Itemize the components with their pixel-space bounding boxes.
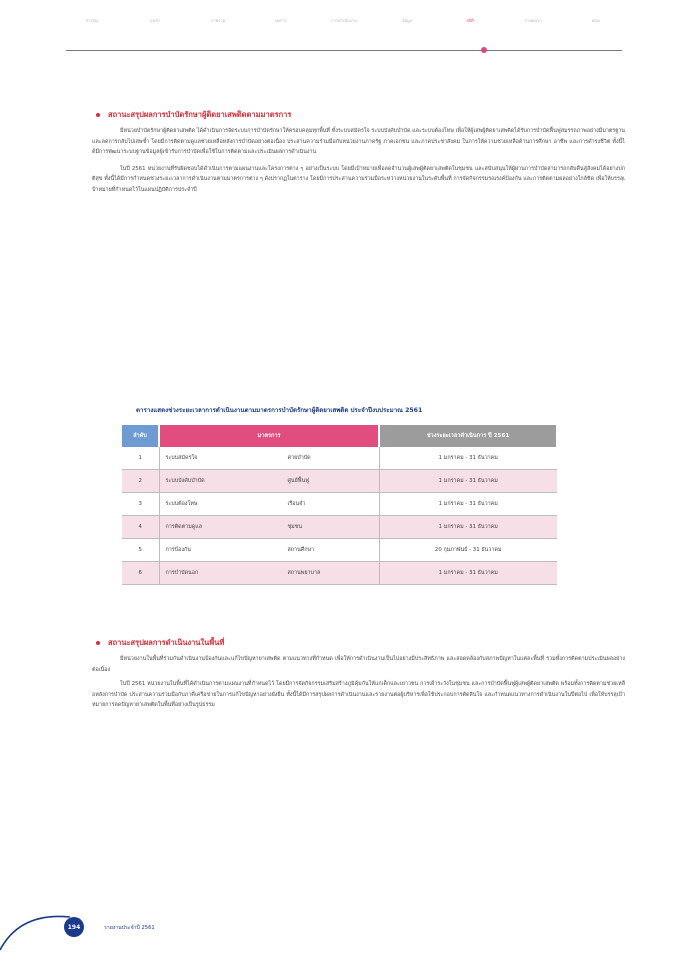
table-row bbox=[122, 539, 557, 562]
table-caption: ตารางแสดงช่วงระยะเวลาการดำเนินงานตามมาตรการบำบัดรักษาผู้ติดยาเสพติด ประจำปีงบประมาณ 2561 bbox=[136, 407, 423, 414]
nav-tab[interactable]: คณะ bbox=[591, 18, 601, 23]
section-heading bbox=[106, 638, 625, 648]
cell-no: 2 bbox=[122, 470, 159, 493]
cell-name-secondary: สถานพยาบาล bbox=[282, 562, 380, 585]
cell-date: 1 มกราคม - 31 ธันวาคม bbox=[379, 516, 557, 539]
section-treatment bbox=[92, 110, 625, 196]
table-row bbox=[122, 470, 557, 493]
paragraph: ในปี 2561 หน่วยงานที่รับผิดชอบได้ดำเนินการตามแผนงานและโครงการต่าง ๆ อย่างเป็นระบบ โดยมีเป้าหมายเพื่อลดจำนวนผู้เสพผู้ติดยาเสพติดในชุมชน และสนับสนุนให้ผู้ผ่านการบำบัดสามารถกลับคืนสู่สังคมได้อย่างปกติสุข ทั้งนี้ได้มีการกำหนดช่วงระยะเวลาการดำเนินงานตามมาตรการต่าง ๆ ดังปรากฏในตาราง โดยมีการประสานความร่วมมือระหว่างหน่วยงานในระดับพื้นที่ การจัดกิจกรรมรณรงค์ป้องกัน และการติดตามผลอย่างใกล้ชิด เพื่อให้บรรลุเป้าหมายที่กำหนดไว้ในแผนปฏิบัติการประจำปี bbox=[92, 165, 625, 193]
header-no: ลำดับ bbox=[122, 425, 159, 447]
cell-no: 3 bbox=[122, 493, 159, 516]
page-number-badge: 194 bbox=[64, 917, 84, 937]
cell-name-secondary: ชุมชน bbox=[282, 516, 380, 539]
cell-no: 5 bbox=[122, 539, 159, 562]
nav-divider bbox=[66, 50, 622, 51]
cell-name: การบำบัดนอก bbox=[159, 562, 282, 585]
table-row bbox=[122, 516, 557, 539]
paragraph: ในปี 2561 หน่วยงานในพื้นที่ได้ดำเนินการตามแผนงานที่กำหนดไว้ โดยมีการจัดกิจกรรมเสริมสร้างภูมิคุ้มกันให้แก่เด็กและเยาวชน การเฝ้าระวังในชุมชน และการบำบัดฟื้นฟูผู้เสพผู้ติดยาเสพติด พร้อมทั้งการติดตามช่วยเหลือหลังการบำบัด ประสานความร่วมมือกับภาคีเครือข่ายในการแก้ไขปัญหาอย่างยั่งยืน ทั้งนี้ได้มีการสรุปผลการดำเนินงานและรายงานต่อผู้บริหารเพื่อใช้ประกอบการตัดสินใจ และกำหนดแนวทางการดำเนินงานในปีต่อไป เพื่อให้บรรลุเป้าหมายการลดปัญหายาเสพติดในพื้นที่อย่างเป็นรูปธรรม bbox=[92, 681, 625, 709]
section-heading bbox=[106, 110, 625, 120]
cell-date: 1 มกราคม - 31 ธันวาคม bbox=[379, 447, 557, 470]
table-row bbox=[122, 493, 557, 516]
cell-name: ระบบสมัครใจ bbox=[159, 447, 282, 470]
section-area bbox=[92, 638, 625, 711]
cell-date: 1 มกราคม - 31 ธันวาคม bbox=[379, 493, 557, 516]
cell-name-secondary: เรือนจำ bbox=[282, 493, 380, 516]
section-heading-text: สถานะสรุปผลการบำบัดรักษาผู้ติดยาเสพติดตามมาตรการ bbox=[108, 110, 292, 119]
nav-tab[interactable]: บทนำ bbox=[149, 18, 161, 23]
cell-name: ระบบบังคับบำบัด bbox=[159, 470, 282, 493]
cell-no: 6 bbox=[122, 562, 159, 585]
measures-table bbox=[122, 425, 558, 585]
table-row bbox=[122, 562, 557, 585]
paragraph: มีหน่วยงานในพื้นที่ร่วมกันดำเนินงานป้องกันและแก้ไขปัญหายาเสพติด ตามแนวทางที่กำหนด เพื่อให้การดำเนินงานเป็นไปอย่างมีประสิทธิภาพ และสอดคล้องกับสภาพปัญหาในแต่ละพื้นที่ รวมทั้งการติดตามประเมินผลอย่างต่อเนื่อง bbox=[92, 656, 625, 673]
cell-name-secondary: ค่ายบำบัด bbox=[282, 447, 380, 470]
cell-date: 20 กุมภาพันธ์ - 31 ธันวาคม bbox=[379, 539, 557, 562]
header-date: ช่วงระยะเวลาดำเนินการ ปี 2561 bbox=[379, 425, 557, 447]
cell-name-secondary: สถานศึกษา bbox=[282, 539, 380, 562]
nav-tab[interactable]: การดำเนินงาน bbox=[331, 18, 357, 23]
header-name: มาตรการ bbox=[159, 425, 379, 447]
table-row bbox=[122, 447, 557, 470]
bullet-icon bbox=[96, 641, 100, 645]
nav-tab[interactable]: สารบัญ bbox=[85, 18, 99, 23]
cell-name: การป้องกัน bbox=[159, 539, 282, 562]
nav-tab-active[interactable]: สถิติ bbox=[466, 18, 474, 23]
cell-name-secondary: ศูนย์ฟื้นฟู bbox=[282, 470, 380, 493]
nav-tabs bbox=[66, 18, 622, 42]
top-navigation bbox=[66, 18, 622, 52]
footer-text: รายงานประจำปี 2561 bbox=[104, 925, 155, 931]
cell-date: 1 มกราคม - 31 ธันวาคม bbox=[379, 470, 557, 493]
cell-name: ระบบต้องโทษ bbox=[159, 493, 282, 516]
nav-tab[interactable]: ภาคผนวก bbox=[524, 18, 542, 23]
bullet-icon bbox=[96, 113, 100, 117]
cell-name: การติดตามดูแล bbox=[159, 516, 282, 539]
paragraph: มีหน่วยบำบัดรักษาผู้ติดยาเสพติด ได้ดำเนินการจัดระบบการบำบัดรักษาให้ครอบคลุมทุกพื้นที่ ทั้งระบบสมัครใจ ระบบบังคับบำบัด และระบบต้องโทษ เพื่อให้ผู้เสพผู้ติดยาเสพติดได้รับการบำบัดฟื้นฟูสมรรถภาพอย่างมีมาตรฐาน และลดการกลับไปเสพซ้ำ โดยมีการติดตามดูแลช่วยเหลือหลังการบำบัดอย่างต่อเนื่อง ประสานความร่วมมือกับหน่วยงานภาครัฐ ภาคเอกชน และภาคประชาสังคม ในการให้ความช่วยเหลือด้านการศึกษา อาชีพ และการดำรงชีวิต ทั้งนี้ได้มีการพัฒนาระบบฐานข้อมูลผู้เข้ารับการบำบัดเพื่อใช้ในการติดตามและประเมินผลการดำเนินงาน bbox=[92, 128, 625, 156]
table-header-row bbox=[122, 425, 557, 447]
section-heading-text: สถานะสรุปผลการดำเนินงานในพื้นที่ bbox=[108, 638, 225, 647]
cell-no: 1 bbox=[122, 447, 159, 470]
nav-tab[interactable]: ภาพรวม bbox=[210, 18, 226, 23]
cell-date: 1 มกราคม - 31 ธันวาคม bbox=[379, 562, 557, 585]
cell-no: 4 bbox=[122, 516, 159, 539]
footer-arc-decoration bbox=[0, 872, 120, 962]
active-tab-marker bbox=[481, 47, 487, 53]
nav-tab[interactable]: ผลการ bbox=[275, 18, 287, 23]
nav-tab[interactable]: ข้อมูล bbox=[401, 18, 413, 23]
